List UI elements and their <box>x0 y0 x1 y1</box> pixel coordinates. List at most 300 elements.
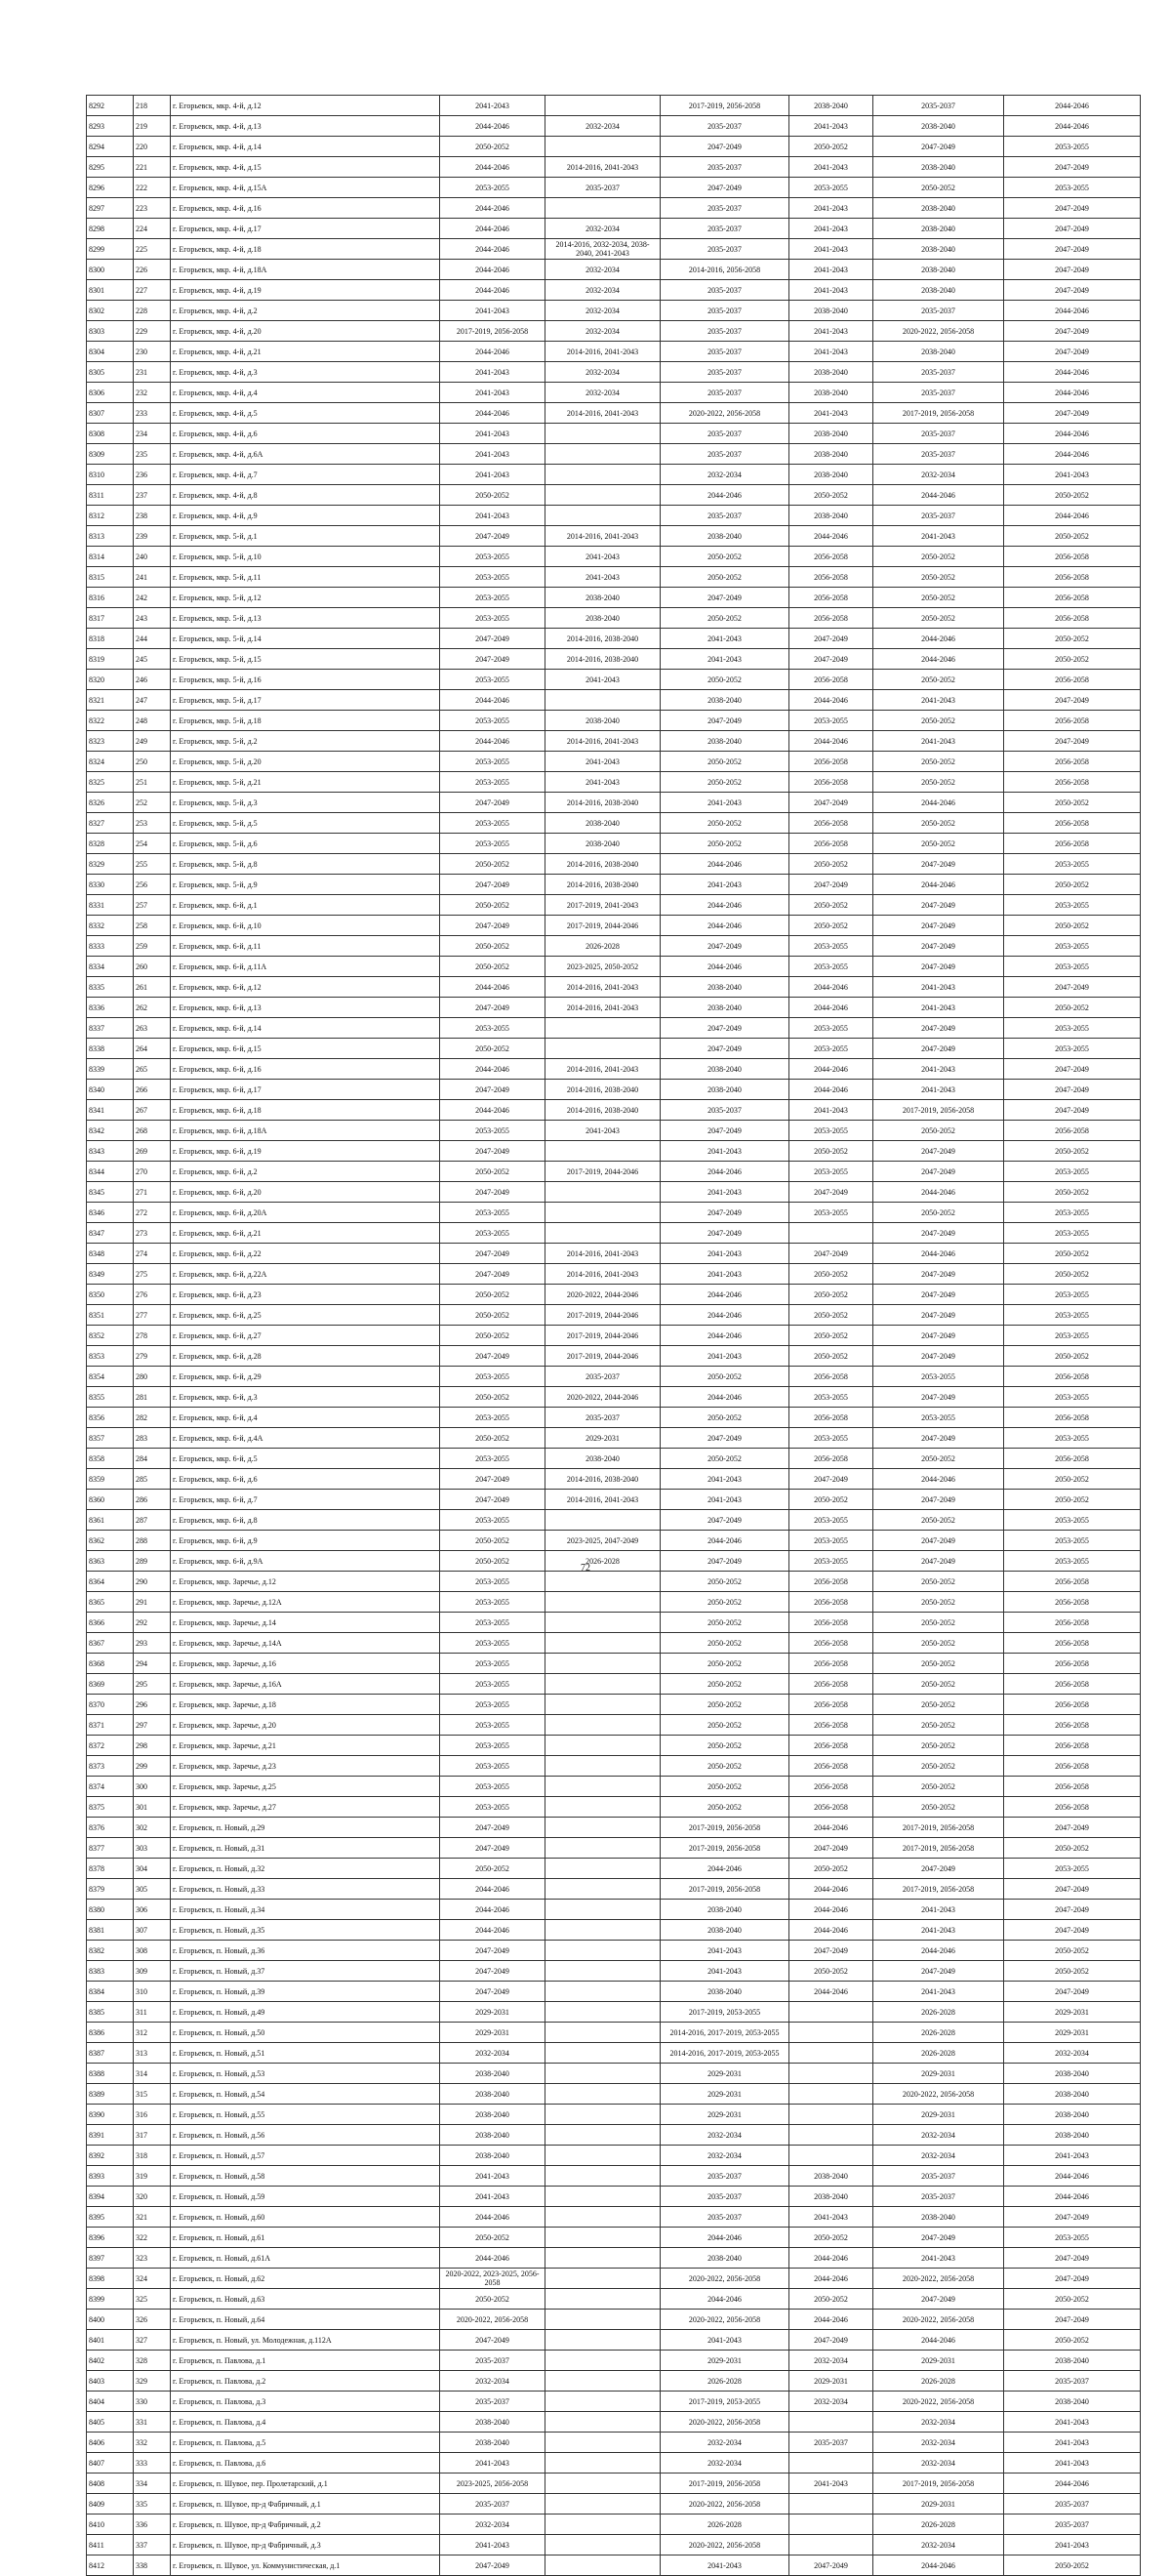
period-a-cell: 2044-2046 <box>440 157 545 178</box>
period-e-cell: 2038-2040 <box>873 116 1004 137</box>
period-b-cell: 2014-2016, 2038-2040 <box>545 793 661 813</box>
address-cell: г. Егорьевск, мкр. 6-й, д.10 <box>171 916 440 936</box>
row-num: 258 <box>134 916 171 936</box>
row-num: 246 <box>134 670 171 690</box>
address-cell: г. Егорьевск, мкр. 6-й, д.3 <box>171 1387 440 1408</box>
row-id: 8322 <box>87 711 134 731</box>
table-row <box>87 280 1141 301</box>
period-f-cell: 2047-2049 <box>1004 2269 1141 2289</box>
period-f-cell: 2044-2046 <box>1004 2474 1141 2494</box>
period-a-cell: 2047-2049 <box>440 2556 545 2576</box>
period-e-cell: 2035-2037 <box>873 506 1004 526</box>
period-f-cell: 2053-2055 <box>1004 1326 1141 1346</box>
period-c-cell: 2041-2043 <box>661 1961 789 1982</box>
row-num: 256 <box>134 875 171 895</box>
period-d-cell: 2038-2040 <box>789 465 873 485</box>
period-c-cell: 2050-2052 <box>661 1736 789 1756</box>
period-e-cell: 2017-2019, 2056-2058 <box>873 2474 1004 2494</box>
period-a-cell: 2053-2055 <box>440 588 545 608</box>
period-b-cell: 2014-2016, 2038-2040 <box>545 854 661 875</box>
period-e-cell: 2050-2052 <box>873 670 1004 690</box>
period-a-cell: 2041-2043 <box>440 2535 545 2556</box>
period-f-cell: 2044-2046 <box>1004 2166 1141 2187</box>
address-cell: г. Егорьевск, мкр. 4-й, д.18 <box>171 239 440 260</box>
period-a-cell: 2047-2049 <box>440 916 545 936</box>
table-row <box>87 1223 1141 1244</box>
period-c-cell: 2050-2052 <box>661 834 789 854</box>
table-row <box>87 403 1141 424</box>
period-a-cell: 2053-2055 <box>440 1797 545 1818</box>
row-id: 8370 <box>87 1695 134 1715</box>
row-id: 8309 <box>87 444 134 465</box>
row-num: 329 <box>134 2371 171 2392</box>
period-b-cell: 2020-2022, 2044-2046 <box>545 1387 661 1408</box>
period-f-cell: 2047-2049 <box>1004 342 1141 362</box>
address-cell: г. Егорьевск, мкр. 6-й, д.14 <box>171 1018 440 1039</box>
period-c-cell: 2035-2037 <box>661 342 789 362</box>
period-e-cell: 2038-2040 <box>873 280 1004 301</box>
period-b-cell <box>545 2433 661 2453</box>
row-id: 8312 <box>87 506 134 526</box>
period-a-cell: 2050-2052 <box>440 1551 545 1572</box>
row-id: 8371 <box>87 1715 134 1736</box>
period-f-cell: 2050-2052 <box>1004 485 1141 506</box>
row-num: 335 <box>134 2494 171 2515</box>
period-d-cell: 2050-2052 <box>789 1961 873 1982</box>
period-c-cell: 2032-2034 <box>661 2433 789 2453</box>
period-b-cell: 2026-2028 <box>545 936 661 957</box>
row-num: 222 <box>134 178 171 198</box>
row-id: 8341 <box>87 1100 134 1121</box>
address-cell: г. Егорьевск, мкр. 6-й, д.27 <box>171 1326 440 1346</box>
period-e-cell: 2017-2019, 2056-2058 <box>873 403 1004 424</box>
table-row <box>87 629 1141 649</box>
row-id: 8352 <box>87 1326 134 1346</box>
row-id: 8412 <box>87 2556 134 2576</box>
address-cell: г. Егорьевск, мкр. 6-й, д.22 <box>171 1244 440 1264</box>
period-b-cell: 2032-2034 <box>545 116 661 137</box>
period-f-cell: 2047-2049 <box>1004 2248 1141 2269</box>
period-e-cell: 2032-2034 <box>873 2146 1004 2166</box>
address-cell: г. Егорьевск, мкр. 4-й, д.13 <box>171 116 440 137</box>
period-a-cell: 2041-2043 <box>440 465 545 485</box>
period-f-cell: 2056-2058 <box>1004 1674 1141 1695</box>
period-f-cell: 2050-2052 <box>1004 1346 1141 1367</box>
period-d-cell <box>789 1223 873 1244</box>
period-a-cell: 2044-2046 <box>440 260 545 280</box>
period-c-cell: 2041-2043 <box>661 2330 789 2351</box>
address-cell: г. Егорьевск, мкр. 6-й, д.20А <box>171 1203 440 1223</box>
address-cell: г. Егорьевск, п. Новый, д.54 <box>171 2084 440 2105</box>
period-a-cell: 2053-2055 <box>440 1510 545 1531</box>
period-c-cell: 2050-2052 <box>661 567 789 588</box>
table-row <box>87 1203 1141 1223</box>
address-cell: г. Егорьевск, мкр. 6-й, д.13 <box>171 998 440 1018</box>
period-d-cell: 2053-2055 <box>789 1018 873 1039</box>
period-c-cell: 2038-2040 <box>661 1080 789 1100</box>
period-d-cell: 2032-2034 <box>789 2351 873 2371</box>
period-e-cell: 2053-2055 <box>873 1367 1004 1387</box>
table-row <box>87 813 1141 834</box>
period-a-cell: 2044-2046 <box>440 1900 545 1920</box>
table-row <box>87 1469 1141 1490</box>
period-e-cell: 2050-2052 <box>873 1449 1004 1469</box>
row-num: 233 <box>134 403 171 424</box>
period-f-cell: 2053-2055 <box>1004 178 1141 198</box>
address-cell: г. Егорьевск, мкр. 6-й, д.9 <box>171 1531 440 1551</box>
address-cell: г. Егорьевск, мкр. 5-й, д.2 <box>171 731 440 752</box>
row-num: 272 <box>134 1203 171 1223</box>
row-id: 8382 <box>87 1941 134 1961</box>
period-b-cell <box>545 2474 661 2494</box>
address-cell: г. Егорьевск, мкр. Заречье, д.20 <box>171 1715 440 1736</box>
table-row <box>87 506 1141 526</box>
row-num: 245 <box>134 649 171 670</box>
period-c-cell: 2050-2052 <box>661 1695 789 1715</box>
row-num: 324 <box>134 2269 171 2289</box>
row-num: 251 <box>134 772 171 793</box>
table-row <box>87 834 1141 854</box>
period-c-cell: 2044-2046 <box>661 957 789 977</box>
row-num: 270 <box>134 1162 171 1182</box>
period-b-cell: 2023-2025, 2050-2052 <box>545 957 661 977</box>
period-c-cell: 2041-2043 <box>661 649 789 670</box>
period-a-cell: 2038-2040 <box>440 2084 545 2105</box>
row-id: 8338 <box>87 1039 134 1059</box>
period-f-cell: 2050-2052 <box>1004 649 1141 670</box>
period-c-cell: 2044-2046 <box>661 854 789 875</box>
period-d-cell: 2053-2055 <box>789 1203 873 1223</box>
period-c-cell: 2038-2040 <box>661 977 789 998</box>
address-cell: г. Егорьевск, п. Новый, д.60 <box>171 2207 440 2228</box>
period-b-cell <box>545 1203 661 1223</box>
period-d-cell: 2056-2058 <box>789 1613 873 1633</box>
address-cell: г. Егорьевск, мкр. Заречье, д.12А <box>171 1592 440 1613</box>
row-id: 8368 <box>87 1654 134 1674</box>
row-id: 8344 <box>87 1162 134 1182</box>
period-c-cell: 2017-2019, 2056-2058 <box>661 1838 789 1859</box>
period-d-cell: 2044-2046 <box>789 1982 873 2002</box>
period-b-cell: 2014-2016, 2032-2034, 2038-2040, 2041-2043 <box>545 239 661 260</box>
row-num: 333 <box>134 2453 171 2474</box>
period-f-cell: 2056-2058 <box>1004 1613 1141 1633</box>
period-d-cell: 2056-2058 <box>789 1695 873 1715</box>
period-e-cell: 2050-2052 <box>873 1121 1004 1141</box>
row-id: 8311 <box>87 485 134 506</box>
row-num: 268 <box>134 1121 171 1141</box>
row-id: 8325 <box>87 772 134 793</box>
row-id: 8314 <box>87 547 134 567</box>
row-id: 8398 <box>87 2269 134 2289</box>
period-a-cell: 2041-2043 <box>440 301 545 321</box>
period-f-cell: 2047-2049 <box>1004 731 1141 752</box>
period-e-cell: 2041-2043 <box>873 977 1004 998</box>
period-d-cell: 2050-2052 <box>789 895 873 916</box>
period-a-cell: 2041-2043 <box>440 444 545 465</box>
period-c-cell: 2017-2019, 2053-2055 <box>661 2002 789 2023</box>
row-id: 8345 <box>87 1182 134 1203</box>
period-c-cell: 2035-2037 <box>661 157 789 178</box>
table-row <box>87 1674 1141 1695</box>
period-f-cell: 2050-2052 <box>1004 916 1141 936</box>
period-f-cell: 2047-2049 <box>1004 1080 1141 1100</box>
row-num: 234 <box>134 424 171 444</box>
period-c-cell: 2017-2019, 2053-2055 <box>661 2392 789 2412</box>
period-f-cell: 2047-2049 <box>1004 1920 1141 1941</box>
period-a-cell: 2047-2049 <box>440 1346 545 1367</box>
period-e-cell: 2032-2034 <box>873 2125 1004 2146</box>
period-b-cell: 2041-2043 <box>545 772 661 793</box>
period-b-cell <box>545 1182 661 1203</box>
period-c-cell: 2050-2052 <box>661 608 789 629</box>
row-id: 8321 <box>87 690 134 711</box>
period-e-cell: 2017-2019, 2056-2058 <box>873 1879 1004 1900</box>
address-cell: г. Егорьевск, мкр. 6-й, д.22А <box>171 1264 440 1285</box>
period-e-cell: 2053-2055 <box>873 1408 1004 1428</box>
table-row <box>87 1018 1141 1039</box>
period-f-cell: 2047-2049 <box>1004 2207 1141 2228</box>
address-cell: г. Егорьевск, мкр. Заречье, д.27 <box>171 1797 440 1818</box>
period-e-cell: 2029-2031 <box>873 2064 1004 2084</box>
period-f-cell: 2056-2058 <box>1004 547 1141 567</box>
table-row <box>87 2207 1141 2228</box>
period-b-cell: 2017-2019, 2041-2043 <box>545 895 661 916</box>
period-e-cell: 2050-2052 <box>873 834 1004 854</box>
period-f-cell: 2041-2043 <box>1004 2146 1141 2166</box>
period-a-cell: 2050-2052 <box>440 1305 545 1326</box>
period-e-cell: 2050-2052 <box>873 1654 1004 1674</box>
period-f-cell: 2047-2049 <box>1004 977 1141 998</box>
period-e-cell: 2047-2049 <box>873 1264 1004 1285</box>
row-id: 8356 <box>87 1408 134 1428</box>
period-e-cell: 2044-2046 <box>873 1469 1004 1490</box>
period-b-cell: 2017-2019, 2044-2046 <box>545 1326 661 1346</box>
period-a-cell: 2047-2049 <box>440 1961 545 1982</box>
table-row <box>87 854 1141 875</box>
address-cell: г. Егорьевск, мкр. Заречье, д.25 <box>171 1777 440 1797</box>
period-a-cell: 2047-2049 <box>440 1182 545 1203</box>
period-d-cell: 2041-2043 <box>789 1100 873 1121</box>
period-b-cell: 2014-2016, 2041-2043 <box>545 1059 661 1080</box>
period-a-cell: 2038-2040 <box>440 2125 545 2146</box>
row-num: 227 <box>134 280 171 301</box>
period-d-cell: 2056-2058 <box>789 567 873 588</box>
row-num: 291 <box>134 1592 171 1613</box>
table-row <box>87 2125 1141 2146</box>
period-e-cell: 2032-2034 <box>873 2412 1004 2433</box>
period-c-cell: 2038-2040 <box>661 2248 789 2269</box>
period-a-cell: 2047-2049 <box>440 1818 545 1838</box>
period-f-cell: 2053-2055 <box>1004 1162 1141 1182</box>
period-d-cell: 2044-2046 <box>789 977 873 998</box>
period-e-cell: 2047-2049 <box>873 1305 1004 1326</box>
period-c-cell: 2029-2031 <box>661 2084 789 2105</box>
period-c-cell: 2047-2049 <box>661 1203 789 1223</box>
table-row <box>87 793 1141 813</box>
table-row <box>87 239 1141 260</box>
row-id: 8329 <box>87 854 134 875</box>
period-a-cell: 2047-2049 <box>440 1141 545 1162</box>
address-cell: г. Егорьевск, мкр. 6-й, д.25 <box>171 1305 440 1326</box>
period-a-cell: 2044-2046 <box>440 219 545 239</box>
row-id: 8316 <box>87 588 134 608</box>
table-row <box>87 1244 1141 1264</box>
period-c-cell: 2014-2016, 2017-2019, 2053-2055 <box>661 2043 789 2064</box>
period-b-cell <box>545 1920 661 1941</box>
row-id: 8346 <box>87 1203 134 1223</box>
row-num: 254 <box>134 834 171 854</box>
row-id: 8405 <box>87 2412 134 2433</box>
table-row <box>87 2269 1141 2289</box>
row-num: 304 <box>134 1859 171 1879</box>
period-d-cell: 2050-2052 <box>789 1141 873 1162</box>
address-cell: г. Егорьевск, п. Павлова, д.4 <box>171 2412 440 2433</box>
period-d-cell: 2041-2043 <box>789 342 873 362</box>
row-id: 8315 <box>87 567 134 588</box>
period-d-cell: 2044-2046 <box>789 526 873 547</box>
table-row <box>87 383 1141 403</box>
period-f-cell: 2035-2037 <box>1004 2515 1141 2535</box>
period-b-cell: 2038-2040 <box>545 1449 661 1469</box>
period-a-cell: 2038-2040 <box>440 2064 545 2084</box>
period-e-cell: 2044-2046 <box>873 1941 1004 1961</box>
period-b-cell: 2014-2016, 2041-2043 <box>545 526 661 547</box>
address-cell: г. Егорьевск, п. Новый, д.57 <box>171 2146 440 2166</box>
table-row <box>87 362 1141 383</box>
row-id: 8402 <box>87 2351 134 2371</box>
period-e-cell: 2050-2052 <box>873 1715 1004 1736</box>
period-a-cell: 2053-2055 <box>440 1592 545 1613</box>
row-num: 269 <box>134 1141 171 1162</box>
address-cell: г. Егорьевск, мкр. 5-й, д.17 <box>171 690 440 711</box>
period-e-cell: 2050-2052 <box>873 1674 1004 1695</box>
period-f-cell: 2044-2046 <box>1004 383 1141 403</box>
period-e-cell: 2050-2052 <box>873 1695 1004 1715</box>
period-d-cell: 2050-2052 <box>789 854 873 875</box>
row-num: 297 <box>134 1715 171 1736</box>
row-id: 8375 <box>87 1797 134 1818</box>
period-f-cell: 2041-2043 <box>1004 2433 1141 2453</box>
period-b-cell <box>545 1141 661 1162</box>
row-id: 8397 <box>87 2248 134 2269</box>
period-a-cell: 2044-2046 <box>440 1100 545 1121</box>
period-c-cell: 2047-2049 <box>661 1121 789 1141</box>
period-b-cell <box>545 2351 661 2371</box>
period-e-cell: 2035-2037 <box>873 301 1004 321</box>
address-cell: г. Егорьевск, мкр. 4-й, д.21 <box>171 342 440 362</box>
row-id: 8326 <box>87 793 134 813</box>
table-row <box>87 1182 1141 1203</box>
period-b-cell: 2014-2016, 2038-2040 <box>545 875 661 895</box>
row-id: 8400 <box>87 2310 134 2330</box>
period-d-cell: 2056-2058 <box>789 1449 873 1469</box>
table-row <box>87 772 1141 793</box>
table-row <box>87 465 1141 485</box>
period-d-cell: 2041-2043 <box>789 260 873 280</box>
period-e-cell: 2044-2046 <box>873 793 1004 813</box>
row-num: 327 <box>134 2330 171 2351</box>
row-id: 8299 <box>87 239 134 260</box>
period-b-cell: 2041-2043 <box>545 752 661 772</box>
period-f-cell: 2044-2046 <box>1004 444 1141 465</box>
period-d-cell: 2044-2046 <box>789 998 873 1018</box>
period-c-cell: 2050-2052 <box>661 1756 789 1777</box>
table-row <box>87 936 1141 957</box>
period-f-cell: 2053-2055 <box>1004 137 1141 157</box>
row-num: 231 <box>134 362 171 383</box>
period-c-cell: 2017-2019, 2056-2058 <box>661 1879 789 1900</box>
address-cell: г. Егорьевск, мкр. Заречье, д.21 <box>171 1736 440 1756</box>
period-d-cell: 2053-2055 <box>789 1039 873 1059</box>
table-row <box>87 2412 1141 2433</box>
period-d-cell <box>789 2535 873 2556</box>
period-c-cell: 2044-2046 <box>661 1326 789 1346</box>
period-c-cell: 2041-2043 <box>661 1490 789 1510</box>
address-cell: г. Егорьевск, п. Шувое, пр-д Фабричный, д.1 <box>171 2494 440 2515</box>
period-b-cell: 2029-2031 <box>545 1428 661 1449</box>
period-a-cell: 2050-2052 <box>440 1387 545 1408</box>
row-num: 300 <box>134 1777 171 1797</box>
period-b-cell: 2014-2016, 2038-2040 <box>545 649 661 670</box>
period-d-cell: 2056-2058 <box>789 1715 873 1736</box>
period-e-cell: 2041-2043 <box>873 1920 1004 1941</box>
period-e-cell: 2050-2052 <box>873 1797 1004 1818</box>
row-num: 308 <box>134 1941 171 1961</box>
address-cell: г. Егорьевск, мкр. 5-й, д.14 <box>171 629 440 649</box>
period-d-cell: 2056-2058 <box>789 1736 873 1756</box>
period-a-cell: 2035-2037 <box>440 2494 545 2515</box>
period-d-cell: 2038-2040 <box>789 2187 873 2207</box>
period-c-cell: 2047-2049 <box>661 1510 789 1531</box>
period-a-cell: 2041-2043 <box>440 362 545 383</box>
period-d-cell <box>789 2146 873 2166</box>
address-cell: г. Егорьевск, мкр. 5-й, д.21 <box>171 772 440 793</box>
row-num: 301 <box>134 1797 171 1818</box>
row-num: 334 <box>134 2474 171 2494</box>
period-e-cell: 2020-2022, 2056-2058 <box>873 321 1004 342</box>
period-a-cell: 2050-2052 <box>440 957 545 977</box>
row-num: 271 <box>134 1182 171 1203</box>
period-d-cell <box>789 2084 873 2105</box>
period-c-cell: 2050-2052 <box>661 1367 789 1387</box>
table-row <box>87 2187 1141 2207</box>
period-b-cell <box>545 2269 661 2289</box>
table-row <box>87 1039 1141 1059</box>
row-num: 232 <box>134 383 171 403</box>
period-b-cell: 2014-2016, 2038-2040 <box>545 629 661 649</box>
row-num: 287 <box>134 1510 171 1531</box>
period-d-cell: 2047-2049 <box>789 1941 873 1961</box>
row-num: 311 <box>134 2002 171 2023</box>
period-f-cell: 2053-2055 <box>1004 1305 1141 1326</box>
period-d-cell: 2041-2043 <box>789 2207 873 2228</box>
period-d-cell: 2056-2058 <box>789 1674 873 1695</box>
address-cell: г. Егорьевск, мкр. 5-й, д.20 <box>171 752 440 772</box>
period-e-cell: 2047-2049 <box>873 1285 1004 1305</box>
period-a-cell: 2041-2043 <box>440 96 545 116</box>
row-num: 262 <box>134 998 171 1018</box>
table-row <box>87 2084 1141 2105</box>
period-a-cell: 2029-2031 <box>440 2023 545 2043</box>
row-num: 299 <box>134 1756 171 1777</box>
period-a-cell: 2050-2052 <box>440 895 545 916</box>
period-e-cell: 2047-2049 <box>873 1162 1004 1182</box>
period-d-cell <box>789 2412 873 2433</box>
period-c-cell: 2050-2052 <box>661 1408 789 1428</box>
period-a-cell: 2053-2055 <box>440 547 545 567</box>
table-row <box>87 1613 1141 1633</box>
address-cell: г. Егорьевск, мкр. 5-й, д.15 <box>171 649 440 670</box>
